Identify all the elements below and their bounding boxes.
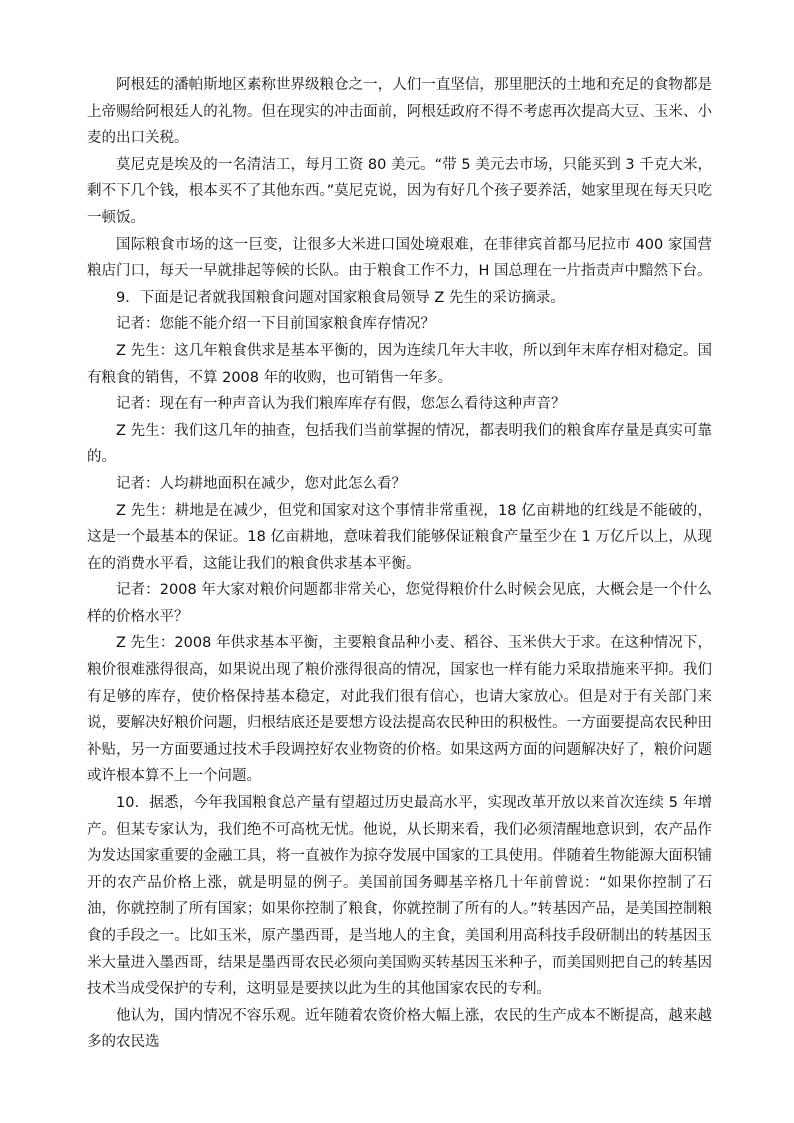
paragraph-domestic-situation: 他认为，国内情况不容乐观。近年随着农资价格大幅上涨，农民的生产成本不断提高，越来越多的农民选: [87, 1007, 712, 1051]
paragraph-argentina: 阿根廷的潘帕斯地区素称世界级粮仓之一，人们一直坚信，那里肥沃的土地和充足的食物都是上帝赐给阿根廷人的礼物。但在现实的冲击面前，阿根廷政府不得不考虑再次提高大豆、玉米、小麦的出口关税。: [87, 77, 712, 147]
interview-answer-3: Z 先生：耕地是在减少，但党和国家对这个事情非常重视，18 亿亩耕地的红线是不能破的，这是一个最基本的保证。18 亿亩耕地，意味着我们能够保证粮食产量至少在 1 万亿斤以上，从现在的消费水平看，这能让我们的粮食供求基本平衡。: [87, 502, 712, 572]
interview-question-1: 记者：您能不能介绍一下目前国家粮食库存情况？: [116, 316, 435, 333]
interview-answer-1: Z 先生：这几年粮食供求是基本平衡的，因为连续几年大丰收，所以到年末库存相对稳定。国有粮食的销售，不算 2008 年的收购，也可销售一年多。: [87, 342, 712, 386]
paragraph-egypt-cleaner: 莫尼克是埃及的一名清洁工，每月工资 80 美元。“带 5 美元去市场，只能买到 3 千克大米，剩不下几个钱，根本买不了其他东西。”莫尼克说，因为有好几个孩子要养活，她家里现在每天只吃一顿饭。: [87, 156, 712, 226]
interview-question-4: 记者：2008 年大家对粮价问题都非常关心，您觉得粮价什么时候会见底，大概会是一个什么样的价格水平？: [87, 582, 712, 625]
interview-question-3: 记者：人均耕地面积在减少，您对此怎么看？: [116, 475, 406, 492]
interview-answer-2: Z 先生：我们这几年的抽查，包括我们当前掌握的情况，都表明我们的粮食库存量是真实可靠的。: [87, 422, 712, 466]
question-10-paragraph: 10．据悉，今年我国粮食总产量有望超过历史最高水平，实现改革开放以来首次连续 5 年增产。但某专家认为，我们绝不可高枕无忧。他说，从长期来看，我们必须清醒地意识到，农产品作为发达国家重要的金融工具，将一直被作为掠夺发展中国家的工具使用。伴随着生物能源大面积铺开的农产品价格上涨，就是明显的例子。美国前国务卿基辛格几十年前曾说：“如果你控制了石油，你就控制了所有国家；如果你控制了粮食，你就控制了所有的人。”转基因产品，是美国控制粮食的手段之一。比如玉米，原产墨西哥，是当地人的主食，美国利用高科技手段研制出的转基因玉米大量进入墨西哥，结果是墨西哥农民必须向美国购买转基因玉米种子，而美国则把自己的转基因技术当成受保护的专利，这明显是要挟以此为生的其他国家农民的专利。: [87, 795, 712, 998]
body-text: [87, 72, 712, 1056]
interview-question-2: 记者：现在有一种声音认为我们粮库库存有假，您怎么看待这种声音？: [116, 396, 566, 413]
interview-answer-4: Z 先生：2008 年供求基本平衡，主要粮食品种小麦、稻谷、玉米供大于求。在这种情况下，粮价很难涨得很高，如果说出现了粮价涨得很高的情况，国家也一样有能力采取措施来平抑。我们有足够的库存，使价格保持基本稳定，对此我们很有信心，也请大家放心。但是对于有关部门来说，要解决好粮价问题，归根结底还是要想方设法提高农民种田的积极性。一方面要提高农民种田补贴，另一方面要通过技术手段调控好农业物资的价格。如果这两方面的问题解决好了，粮价问题或许根本算不上一个问题。: [87, 635, 712, 785]
paragraph-international-market: 国际粮食市场的这一巨变，让很多大米进口国处境艰难，在菲律宾首都马尼拉市 400 家国营粮店门口，每天一早就排起等候的长队。由于粮食工作不力，H 国总理在一片指责声中黯然下台。: [87, 236, 712, 280]
question-9-intro: 9．下面是记者就我国粮食问题对国家粮食局领导 Z 先生的采访摘录。: [116, 289, 565, 306]
